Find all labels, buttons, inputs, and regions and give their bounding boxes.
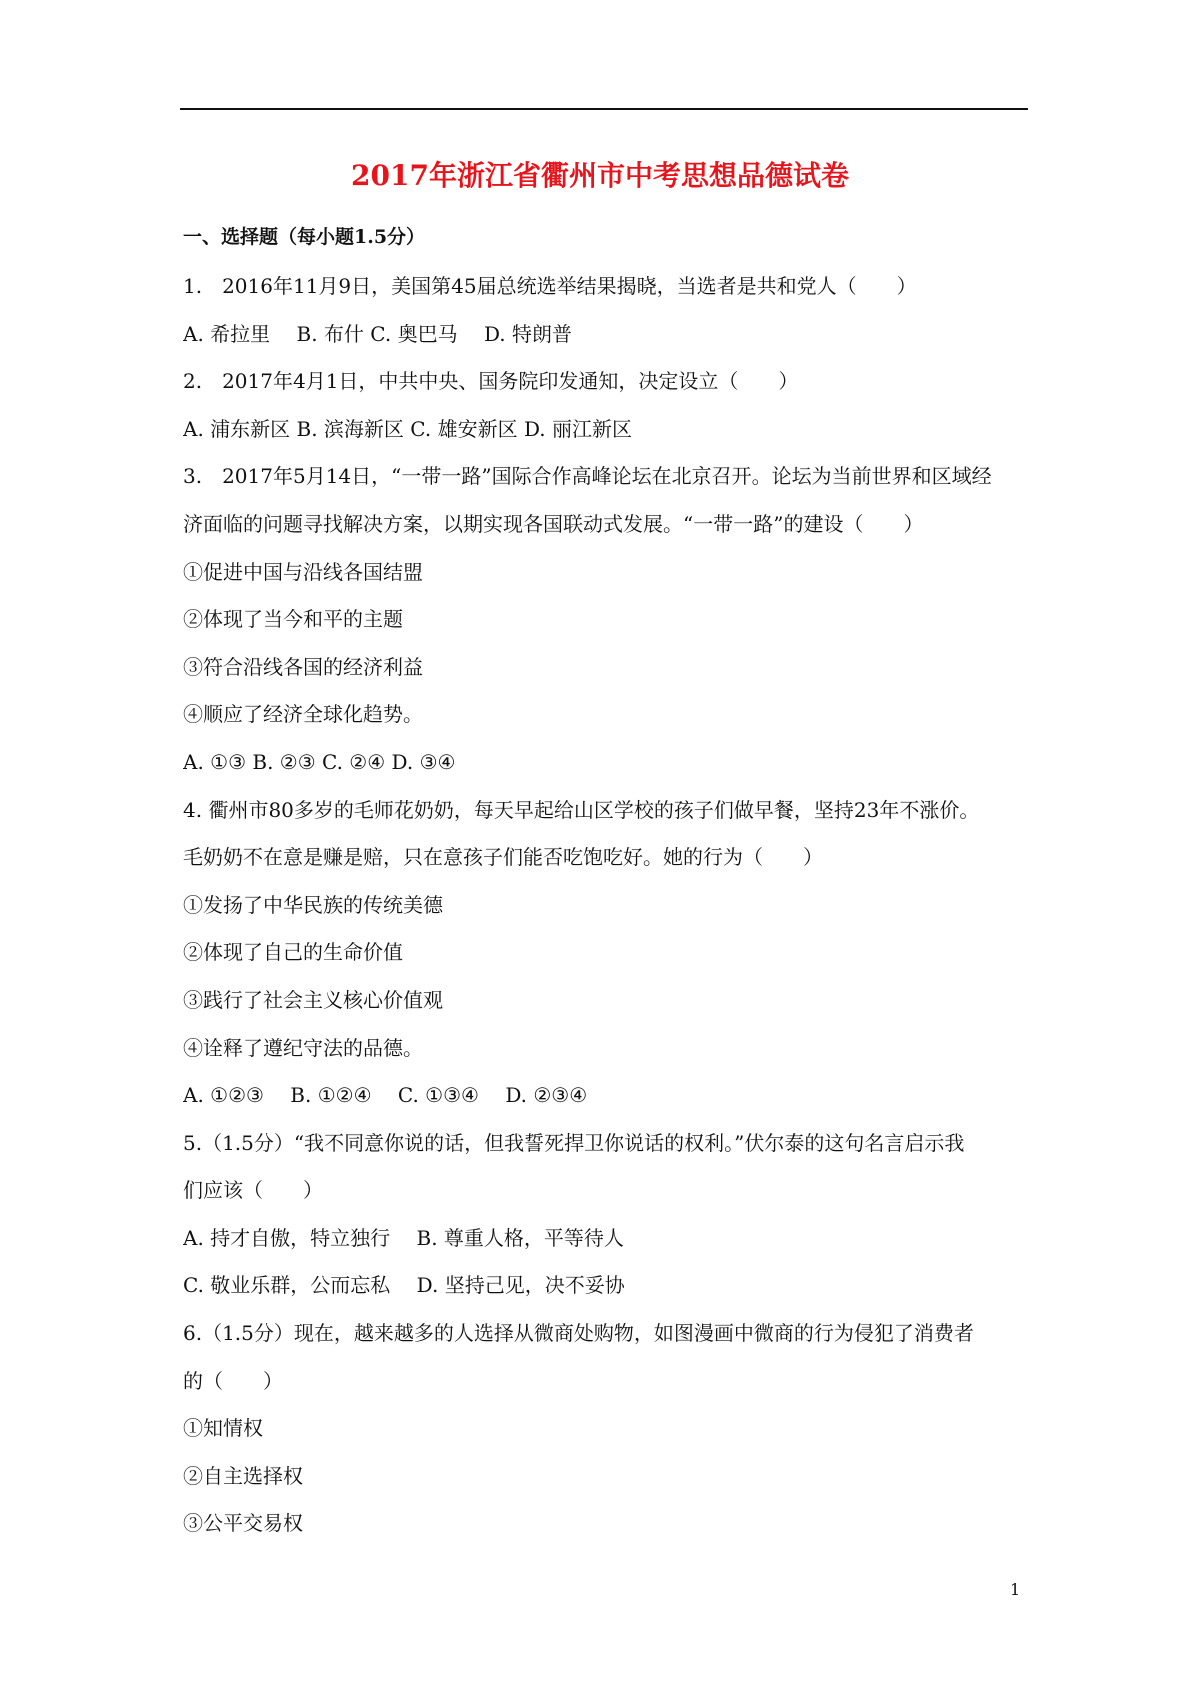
text-line: ②自主选择权: [183, 1463, 303, 1488]
text-line: 们应该（ ）: [183, 1178, 323, 1203]
text-line: 济面临的问题寻找解决方案，以期实现各国联动式发展。“一带一路”的建设（ ）: [183, 511, 924, 536]
text-line: ②体现了当今和平的主题: [183, 607, 403, 632]
text-line: A. ①③ B. ②③ C. ②④ D. ③④: [183, 749, 456, 774]
header-rule: [180, 108, 1028, 110]
text-line: A. 希拉里 B. 布什 C. 奥巴马 D. 特朗普: [183, 321, 572, 346]
text-line: ③公平交易权: [183, 1511, 303, 1536]
section-heading: 一、选择题（每小题1.5分）: [183, 226, 426, 248]
text-line: A. ①②③ B. ①②④ C. ①③④ D. ②③④: [183, 1083, 588, 1108]
text-line: ④顺应了经济全球化趋势。: [183, 702, 423, 727]
text-line: 3. 2017年5月14日，“一带一路”国际合作高峰论坛在北京召开。论坛为当前世界和区域经: [183, 464, 992, 489]
text-line: 4. 衢州市80多岁的毛师花奶奶，每天早起给山区学校的孩子们做早餐，坚持23年不涨价。: [183, 797, 980, 822]
text-line: ④诠释了遵纪守法的品德。: [183, 1035, 423, 1060]
text-line: 6.（1.5分）现在，越来越多的人选择从微商处购物，如图漫画中微商的行为侵犯了消费者: [183, 1321, 974, 1346]
text-line: 毛奶奶不在意是赚是赔，只在意孩子们能否吃饱吃好。她的行为（ ）: [183, 845, 823, 870]
text-line: 的（ ）: [183, 1368, 283, 1393]
text-line: ②体现了自己的生命价值: [183, 940, 403, 965]
page-number: 1: [1010, 1580, 1021, 1599]
text-line: A. 持才自傲，特立独行 B. 尊重人格，平等待人: [183, 1225, 624, 1250]
text-line: ①知情权: [183, 1416, 263, 1441]
question-body: [183, 263, 1028, 1548]
text-line: 2. 2017年4月1日，中共中央、国务院印发通知，决定设立（ ）: [183, 369, 799, 394]
text-line: A. 浦东新区 B. 滨海新区 C. 雄安新区 D. 丽江新区: [183, 416, 632, 441]
text-line: ③践行了社会主义核心价值观: [183, 987, 443, 1012]
text-line: ①发扬了中华民族的传统美德: [183, 892, 443, 917]
text-line: ③符合沿线各国的经济利益: [183, 654, 423, 679]
text-line: ①促进中国与沿线各国结盟: [183, 559, 423, 584]
exam-title: 2017年浙江省衢州市中考思想品德试卷: [351, 159, 849, 192]
text-line: 5.（1.5分）“我不同意你说的话，但我誓死捍卫你说话的权利。”伏尔泰的这句名言启示我: [183, 1130, 965, 1155]
text-line: C. 敬业乐群，公而忘私 D. 坚持己见，决不妥协: [183, 1273, 625, 1298]
text-line: 1. 2016年11月9日，美国第45届总统选举结果揭晓，当选者是共和党人（ ）: [183, 274, 917, 298]
